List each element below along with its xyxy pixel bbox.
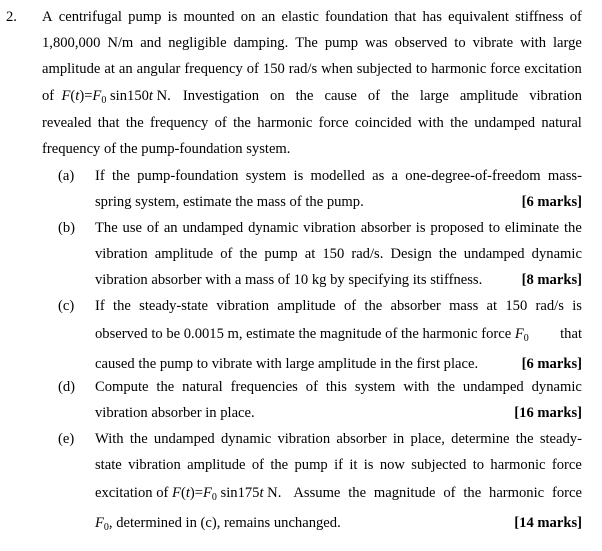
word: A — [42, 9, 53, 25]
part-e-formula-line: excitation of $F(t)=F_0$ sin175t N. — [95, 485, 282, 503]
stem-formula-rest — [183, 82, 582, 110]
word: and — [140, 35, 162, 51]
part-last-line — [95, 508, 582, 538]
word: dynamic — [531, 379, 582, 395]
part-line — [95, 374, 582, 400]
word: Design — [390, 246, 432, 262]
part-label: (b) — [58, 220, 76, 236]
part-line — [95, 426, 582, 452]
word: the — [437, 379, 456, 395]
word: undamped — [463, 246, 525, 262]
word: of — [443, 485, 456, 501]
part-line — [95, 163, 582, 189]
word: harmonic — [431, 61, 487, 77]
stem-line — [42, 110, 582, 136]
word: 150 — [322, 246, 345, 262]
word: steady-state — [139, 298, 209, 314]
word: the — [450, 115, 468, 131]
word: dynamic — [220, 431, 272, 447]
word: absorber — [390, 298, 441, 314]
word: vibration — [277, 431, 331, 447]
word: undamped — [153, 431, 215, 447]
word: foundation — [324, 9, 389, 25]
word: undamped — [462, 379, 524, 395]
part-label: (a) — [58, 168, 75, 184]
word: the — [239, 246, 258, 262]
word: of — [146, 220, 159, 236]
word: equivalent — [448, 9, 509, 25]
word: the — [438, 246, 457, 262]
word: damping. — [233, 35, 289, 51]
word: to — [415, 61, 428, 77]
part-e-last: $F_0$, determined in (c), remains unchanged. — [95, 515, 341, 533]
word: excitation — [524, 61, 582, 77]
word: coincided — [354, 115, 412, 131]
word: amplitude — [459, 88, 519, 104]
word: 1,800,000 — [42, 35, 101, 51]
stem-line — [42, 56, 582, 82]
word: harmonic — [489, 485, 545, 501]
word: mass- — [547, 168, 582, 184]
word: The — [95, 220, 118, 236]
part-line — [95, 293, 582, 319]
word: a — [391, 168, 399, 184]
word: force — [551, 485, 582, 501]
word: the — [113, 298, 131, 314]
word: state — [95, 457, 122, 473]
word: is — [167, 9, 178, 25]
word: Investigation — [182, 88, 260, 104]
word: harmonic — [257, 115, 313, 131]
part-line — [95, 215, 582, 241]
word: 150 — [262, 61, 285, 77]
word: The — [295, 35, 318, 51]
word: an — [118, 61, 133, 77]
marks-label: [14 marks] — [514, 515, 582, 531]
word: the — [564, 220, 582, 236]
word: system — [354, 379, 396, 395]
word: dynamic — [248, 220, 299, 236]
word: amplitude — [154, 246, 214, 262]
word: natural — [182, 379, 223, 395]
word: on — [270, 88, 285, 104]
word: was — [365, 35, 388, 51]
part-line — [95, 241, 582, 267]
stem-formula-line: of $F(t)=F_0$ sin150t N. — [42, 88, 171, 106]
part-label: (e) — [58, 431, 75, 447]
part-line — [95, 452, 582, 478]
word: an — [163, 220, 178, 236]
word: subjected — [356, 61, 412, 77]
word: undamped — [182, 220, 244, 236]
word: observed — [394, 35, 448, 51]
word: dynamic — [531, 246, 582, 262]
word: an — [261, 9, 276, 25]
word: force — [318, 115, 349, 131]
word: as — [372, 168, 385, 184]
word: of — [246, 61, 259, 77]
word: at — [104, 61, 115, 77]
word: Assume — [293, 485, 341, 501]
part-label: (c) — [58, 298, 75, 314]
word: magnitude — [373, 485, 436, 501]
word: of — [305, 379, 318, 395]
word: modelled — [310, 168, 365, 184]
word: to — [488, 220, 501, 236]
word: the — [125, 115, 144, 131]
word: If — [95, 298, 105, 314]
word: of — [343, 298, 357, 314]
word: is — [415, 220, 426, 236]
word: of — [214, 115, 227, 131]
word: undamped — [474, 115, 536, 131]
word: is — [572, 298, 582, 314]
word: rad/s — [288, 61, 318, 77]
stem-line — [42, 4, 582, 30]
word: when — [321, 61, 353, 77]
word: absorber — [360, 220, 411, 236]
word: Compute — [95, 379, 149, 395]
part-last-line: caused the pump to vibrate with large amplitude in the first place. [6 marks] — [95, 349, 582, 379]
word: is — [293, 168, 304, 184]
word: place, — [410, 431, 445, 447]
word: to — [454, 35, 466, 51]
word: this — [325, 379, 347, 395]
word: now — [379, 457, 405, 473]
part-line: observed to be 0.0015 m, estimate the magnitude of the harmonic force $F_0$ that — [95, 319, 582, 349]
word: cause — [324, 88, 357, 104]
part-last-line: vibration absorber with a mass of 10 kg by specifying its stiffness. [8 marks] — [95, 267, 582, 293]
word: vibration — [128, 457, 181, 473]
part-last-line: vibration absorber in place. [16 marks] — [95, 400, 582, 426]
word: force — [551, 457, 582, 473]
word: large — [419, 88, 449, 104]
word: amplitude — [277, 298, 336, 314]
word: the — [364, 298, 383, 314]
word: rad/s — [535, 298, 564, 314]
word: of — [251, 457, 264, 473]
word: frequencies — [230, 379, 298, 395]
word: subjected — [411, 457, 467, 473]
formula: F — [61, 88, 71, 104]
word: with — [403, 379, 430, 395]
word: vibration — [95, 246, 148, 262]
word: pump — [264, 246, 298, 262]
word: the — [348, 485, 367, 501]
question-number: 2. — [6, 9, 17, 25]
word: large — [552, 35, 582, 51]
word: the — [515, 431, 534, 447]
word: proposed — [430, 220, 484, 236]
word: with — [417, 115, 444, 131]
word: negligible — [168, 35, 227, 51]
question-stem — [42, 4, 582, 162]
word: 150 — [505, 298, 528, 314]
part-label: (d) — [58, 379, 76, 395]
word: system — [245, 168, 287, 184]
word: centrifugal — [58, 9, 122, 25]
word: the — [233, 115, 251, 131]
word: if — [334, 457, 343, 473]
word: mounted — [183, 9, 235, 25]
word: mass — [449, 298, 479, 314]
word: with — [520, 35, 547, 51]
word: vibration — [529, 88, 582, 104]
word: natural — [541, 115, 582, 131]
stem-line — [42, 30, 582, 56]
word: With — [95, 431, 124, 447]
word: pump — [324, 35, 359, 51]
word: amplitude — [187, 457, 246, 473]
word: to — [472, 457, 485, 473]
part-last-line: spring system, estimate the mass of the pump. [6 marks] — [95, 189, 582, 215]
word: the — [270, 457, 289, 473]
word: pump — [294, 457, 328, 473]
marks-label: [6 marks] — [521, 194, 582, 210]
word: has — [422, 9, 442, 25]
word: the — [156, 379, 175, 395]
word: the — [391, 88, 409, 104]
word: frequency — [184, 61, 243, 77]
word: force — [490, 61, 521, 77]
word: harmonic — [490, 457, 546, 473]
word: stiffness — [515, 9, 564, 25]
word: of — [569, 9, 582, 25]
word: the — [463, 485, 482, 501]
word: the — [129, 431, 148, 447]
word: that — [394, 9, 417, 25]
marks-label: [16 marks] — [514, 405, 582, 421]
stem-line — [42, 82, 582, 110]
word: vibration — [303, 220, 356, 236]
word: at — [486, 298, 498, 314]
word: vibration — [216, 298, 270, 314]
part-e-formula-rest — [293, 478, 582, 508]
word: rad/s. — [351, 246, 384, 262]
word: steady- — [539, 431, 582, 447]
word: revealed — [42, 115, 92, 131]
stem-line: frequency of the pump-foundation system. — [42, 141, 291, 157]
word: vibrate — [472, 35, 514, 51]
word: it — [349, 457, 358, 473]
word: pump — [128, 9, 162, 25]
word: angular — [136, 61, 181, 77]
word: on — [240, 9, 256, 25]
word: N/m — [107, 35, 134, 51]
word: pump-foundation — [137, 168, 239, 184]
word: elastic — [281, 9, 319, 25]
part-line — [95, 478, 582, 508]
word: frequency — [150, 115, 209, 131]
part-c-line2: observed to be 0.0015 m, estimate the magnitude of the harmonic force $F_0$ — [95, 326, 529, 344]
word: at — [304, 246, 316, 262]
formula: F — [172, 485, 181, 501]
word: absorber — [336, 431, 387, 447]
marks-label: [6 marks] — [521, 356, 582, 372]
word: one-degree-of-freedom — [405, 168, 541, 184]
word: of — [367, 88, 381, 104]
word: amplitude — [42, 61, 101, 77]
word: eliminate — [504, 220, 560, 236]
word: that — [97, 115, 120, 131]
word: the — [295, 88, 314, 104]
word: the — [112, 168, 130, 184]
word: determine — [451, 431, 510, 447]
word: is — [363, 457, 374, 473]
word: use — [122, 220, 142, 236]
word: If — [95, 168, 105, 184]
word: in — [392, 431, 405, 447]
word: of — [220, 246, 233, 262]
marks-label: [8 marks] — [521, 272, 582, 288]
